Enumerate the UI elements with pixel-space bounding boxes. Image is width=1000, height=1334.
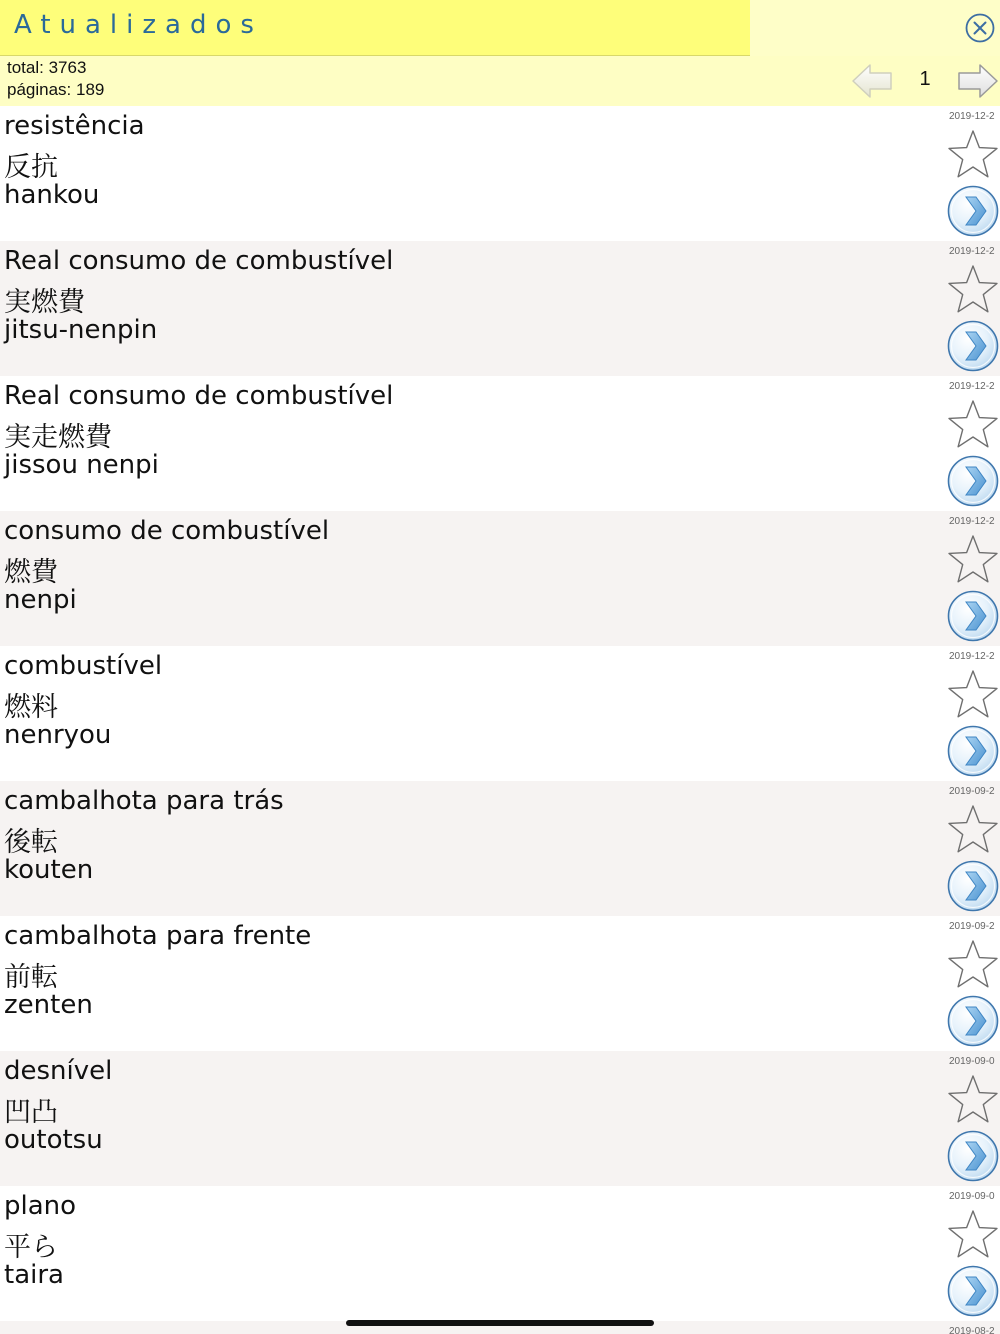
chevron-right-icon[interactable] — [946, 1129, 1000, 1183]
star-icon[interactable] — [946, 128, 1000, 180]
star-icon[interactable] — [946, 1208, 1000, 1260]
updated-date: 2019-12-2 — [949, 516, 995, 527]
current-page: 1 — [919, 68, 931, 90]
star-icon[interactable] — [946, 533, 1000, 585]
romaji-reading: hankou — [4, 180, 100, 210]
romaji-reading: taira — [4, 1260, 64, 1290]
portuguese-word: Real consumo de combustível — [4, 246, 394, 276]
info-bar — [0, 56, 1000, 106]
title-bar-right — [750, 0, 1000, 56]
romaji-reading: zenten — [4, 990, 93, 1020]
romaji-reading: kouten — [4, 855, 94, 885]
star-icon[interactable] — [946, 1073, 1000, 1125]
total-count: total: 3763 — [7, 58, 87, 77]
chevron-right-icon[interactable] — [946, 454, 1000, 508]
updated-date: 2019-08-2 — [949, 1326, 995, 1334]
star-icon[interactable] — [946, 398, 1000, 450]
word-list — [0, 106, 1000, 1334]
chevron-right-icon[interactable] — [946, 184, 1000, 238]
romaji-reading: jitsu-nenpin — [4, 315, 158, 345]
japanese-word: 平ら — [4, 1232, 58, 1263]
list-item[interactable] — [0, 646, 1000, 781]
portuguese-word: resistência — [4, 111, 145, 141]
portuguese-word: combustível — [4, 651, 163, 681]
star-icon[interactable] — [946, 938, 1000, 990]
updated-date: 2019-12-2 — [949, 111, 995, 122]
list-item[interactable] — [0, 511, 1000, 646]
updated-date: 2019-09-0 — [949, 1056, 995, 1067]
list-item[interactable] — [0, 781, 1000, 916]
romaji-reading: nenpi — [4, 585, 77, 615]
list-item[interactable] — [0, 376, 1000, 511]
romaji-reading: nenryou — [4, 720, 112, 750]
portuguese-word: desnível — [4, 1056, 113, 1086]
page-count: páginas: 189 — [7, 80, 105, 99]
star-icon[interactable] — [946, 803, 1000, 855]
list-item[interactable] — [0, 106, 1000, 241]
portuguese-word: cambalhota para trás — [4, 786, 284, 816]
home-indicator — [346, 1320, 654, 1326]
updated-date: 2019-09-0 — [949, 1191, 995, 1202]
page-title: Atualizados — [14, 10, 263, 40]
chevron-right-icon[interactable] — [946, 994, 1000, 1048]
star-icon[interactable] — [946, 263, 1000, 315]
star-icon[interactable] — [946, 668, 1000, 720]
japanese-word: 反抗 — [4, 152, 58, 183]
list-item[interactable] — [0, 1051, 1000, 1186]
arrow-right-icon[interactable] — [956, 61, 1000, 101]
japanese-word: 後転 — [4, 827, 58, 858]
title-bar — [0, 0, 750, 56]
japanese-word: 実燃費 — [4, 287, 85, 318]
list-item[interactable] — [0, 241, 1000, 376]
chevron-right-icon[interactable] — [946, 724, 1000, 778]
close-circle-icon[interactable] — [964, 12, 996, 44]
updated-date: 2019-09-2 — [949, 786, 995, 797]
portuguese-word: cambalhota para frente — [4, 921, 312, 951]
arrow-left-icon[interactable] — [850, 61, 894, 101]
portuguese-word: Real consumo de combustível — [4, 381, 394, 411]
japanese-word: 実走燃費 — [4, 422, 112, 453]
romaji-reading: jissou nenpi — [4, 450, 159, 480]
list-item[interactable] — [0, 1186, 1000, 1321]
updated-date: 2019-12-2 — [949, 246, 995, 257]
japanese-word: 凹凸 — [4, 1097, 58, 1128]
portuguese-word: plano — [4, 1191, 77, 1221]
japanese-word: 前転 — [4, 962, 58, 993]
chevron-right-icon[interactable] — [946, 1264, 1000, 1318]
updated-date: 2019-12-2 — [949, 381, 995, 392]
japanese-word: 燃料 — [4, 692, 58, 723]
chevron-right-icon[interactable] — [946, 319, 1000, 373]
chevron-right-icon[interactable] — [946, 589, 1000, 643]
chevron-right-icon[interactable] — [946, 859, 1000, 913]
japanese-word: 燃費 — [4, 557, 58, 588]
list-item[interactable] — [0, 916, 1000, 1051]
romaji-reading: outotsu — [4, 1125, 103, 1155]
portuguese-word: consumo de combustível — [4, 516, 330, 546]
updated-date: 2019-09-2 — [949, 921, 995, 932]
updated-date: 2019-12-2 — [949, 651, 995, 662]
